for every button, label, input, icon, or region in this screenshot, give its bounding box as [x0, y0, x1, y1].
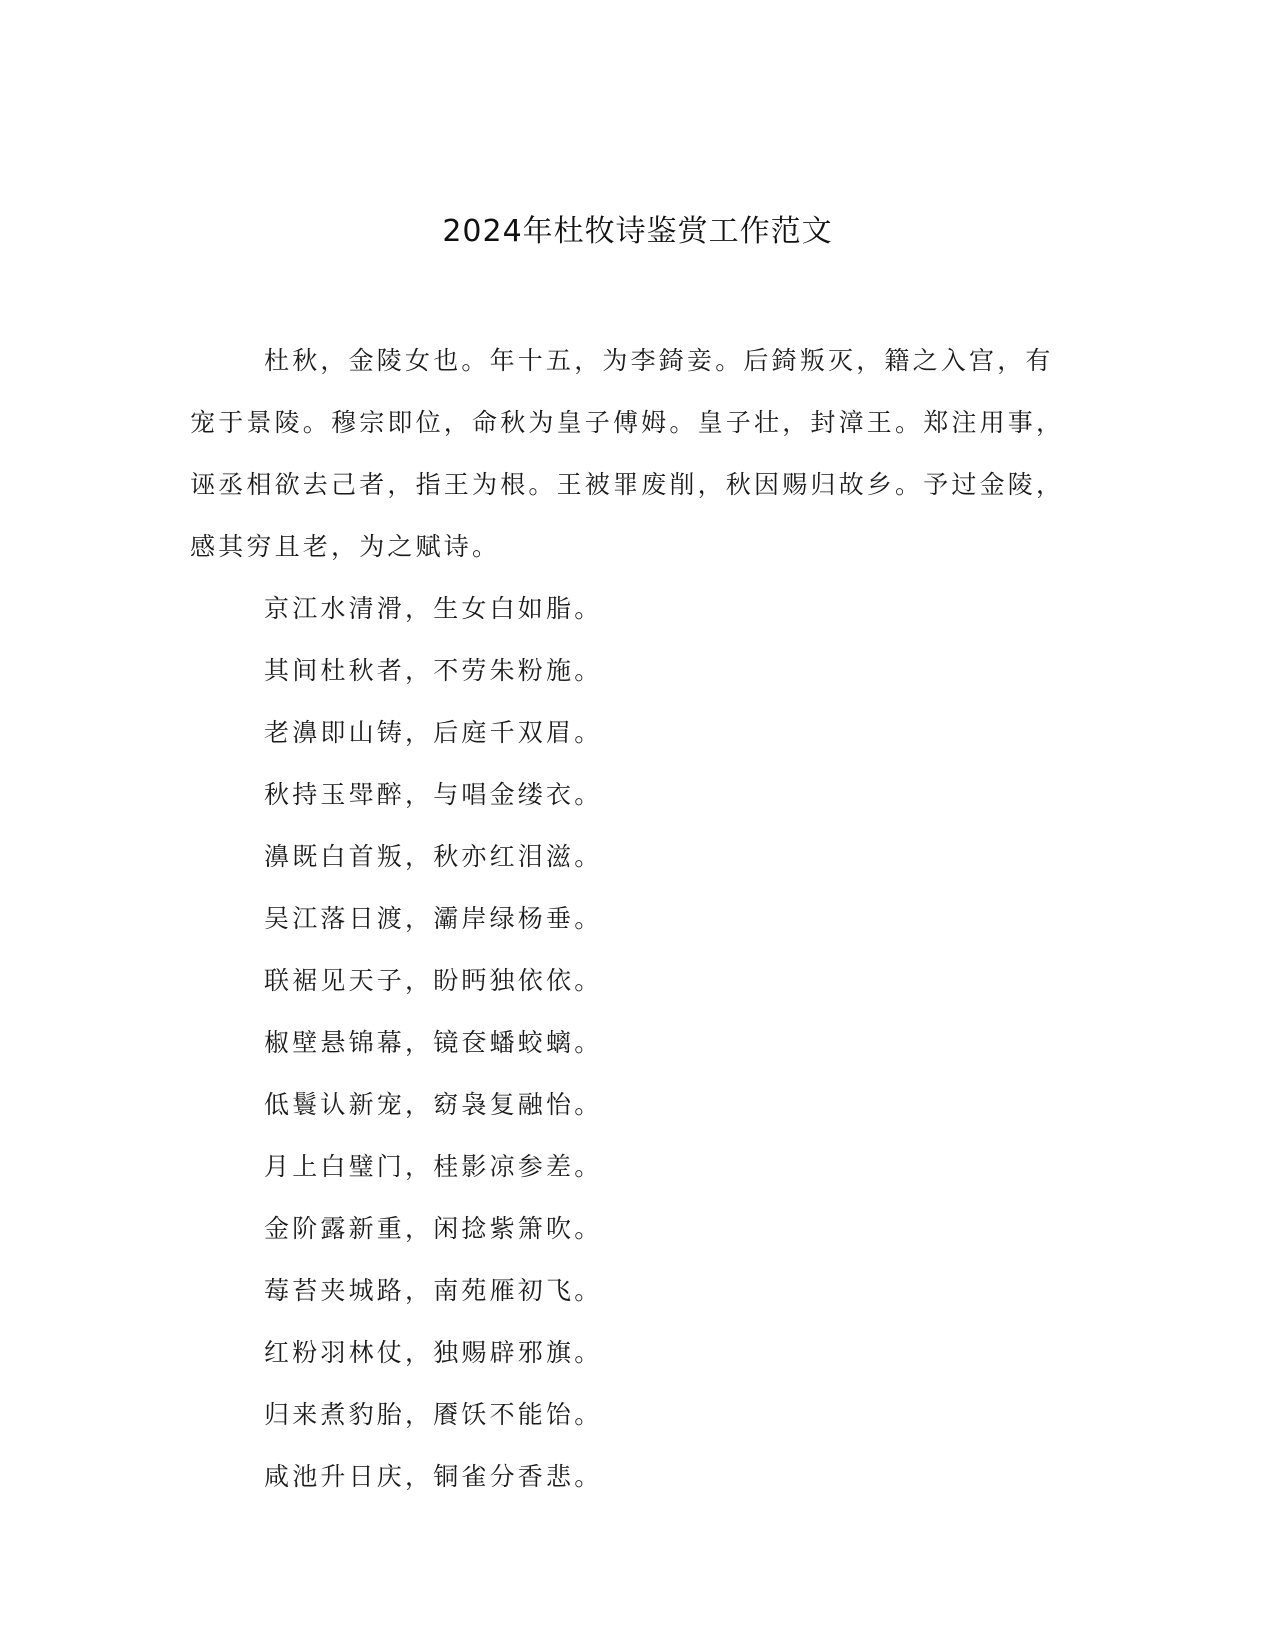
poem-line: 椒壁悬锦幕，镜奁蟠蛟螭。 [264, 1028, 603, 1057]
intro-paragraph: 杜秋，金陵女也。年十五，为李錡妾。后錡叛灭，籍之入宫，有宠于景陵。穆宗即位，命秋为皇子傅姆。皇子壮，封漳王。郑注用事，诬丞相欲去己者，指王为根。王被罪废削，秋因赐归故乡。予过金陵，感其穷且老，为之赋诗。 [190, 346, 1065, 561]
document-title: 2024年杜牧诗鉴赏工作范文 [442, 214, 833, 249]
poem-line: 联裾见天子，盼眄独依依。 [264, 966, 603, 995]
poem-line: 其间杜秋者，不劳朱粉施。 [264, 656, 603, 685]
poem-line: 咸池升日庆，铜雀分香悲。 [264, 1462, 603, 1491]
poem-line: 月上白璧门，桂影凉参差。 [264, 1152, 603, 1181]
poem-verses [190, 578, 1080, 1508]
document-body [190, 330, 1080, 1508]
poem-line: 红粉羽林仗，独赐辟邪旗。 [264, 1338, 603, 1367]
poem-line: 秋持玉斝醉，与唱金缕衣。 [264, 780, 603, 809]
poem-line: 低鬟认新宠，窈袅复融怡。 [264, 1090, 603, 1119]
poem-line: 归来煮豹胎，餍饫不能饴。 [264, 1400, 603, 1429]
poem-line: 老濞即山铸，后庭千双眉。 [264, 718, 603, 747]
poem-line: 濞既白首叛，秋亦红泪滋。 [264, 842, 603, 871]
poem-line: 金阶露新重，闲捻紫箫吹。 [264, 1214, 603, 1243]
poem-line: 莓苔夹城路，南苑雁初飞。 [264, 1276, 603, 1305]
poem-line: 吴江落日渡，灞岸绿杨垂。 [264, 904, 603, 933]
poem-line: 京江水清滑，生女白如脂。 [264, 594, 603, 623]
